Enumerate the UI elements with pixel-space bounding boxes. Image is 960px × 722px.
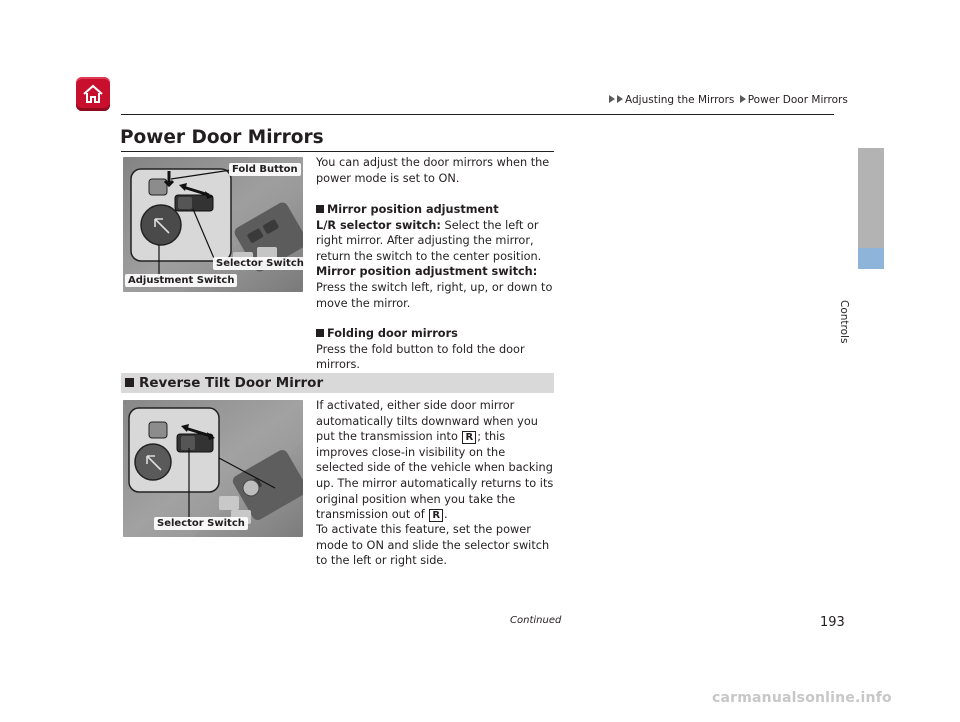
mirror-position-heading: Mirror position adjustment [327,203,499,216]
reverse-tilt-text-b: ; this improves close-in visibility on the selected side of the vehicle when backing up. The mirror automatically returns to its original position when you take the transmission out of [316,430,554,522]
selector-switch-callout-2: Selector Switch [154,517,248,530]
chevron-right-icon [609,95,615,103]
folding-text: Press the fold button to fold the door mirrors. [316,342,525,372]
home-icon [81,82,105,106]
bullet-square-icon [316,329,324,337]
reverse-tilt-title: Reverse Tilt Door Mirror [139,375,324,391]
breadcrumb-item[interactable]: Adjusting the Mirrors [625,94,735,106]
folding-heading: Folding door mirrors [327,327,458,340]
reverse-tilt-heading [121,373,554,393]
page-number: 193 [820,615,845,630]
reverse-tilt-paragraph-1 [316,398,556,523]
side-tab-marker [858,148,884,248]
side-tab-active[interactable] [858,248,884,269]
chevron-right-icon [617,95,623,103]
selector-switch-callout: Selector Switch [213,257,307,270]
reverse-tilt-paragraph-2: To activate this feature, set the power mode to ON and slide the selector switch to the left or right side. [316,523,550,568]
chevron-right-icon [740,95,746,103]
title-divider [121,151,554,152]
selector-description [316,218,561,265]
bullet-square-icon [125,378,134,387]
breadcrumb [609,94,848,106]
section-heading [316,326,561,342]
reverse-tilt-text-c: . [444,508,448,522]
side-tab-label[interactable]: Controls [838,300,850,344]
gear-r-badge: R [462,431,476,444]
mirror-switch-photo [123,157,303,292]
reverse-tilt-text-a: If activated, either side door mirror automatically tilts downward when you put the transmission into [316,399,538,444]
header-divider [121,114,834,115]
watermark: carmanualsonline.info [712,690,892,706]
folding-section [316,326,561,373]
adjust-description [316,264,561,311]
mirror-position-section [316,202,561,311]
page-title: Power Door Mirrors [120,127,324,148]
adjust-term: Mirror position adjustment switch: [316,265,538,279]
selector-term: L/R selector switch: [316,218,441,232]
home-button[interactable] [76,77,110,111]
continued-label: Continued [510,615,562,626]
section-heading [316,202,561,218]
adjust-text: Press the switch left, right, up, or down to move the mirror. [316,280,553,310]
intro-text: You can adjust the door mirrors when the power mode is set to ON. [316,156,550,185]
fold-button-callout: Fold Button [229,163,301,176]
breadcrumb-item[interactable]: Power Door Mirrors [747,94,848,106]
adjustment-switch-callout: Adjustment Switch [125,274,237,287]
gear-r-badge: R [429,509,443,522]
bullet-square-icon [316,205,324,213]
selector-text: Select the left or right mirror. After adjusting the mirror, return the switch to the center position. [316,218,542,263]
